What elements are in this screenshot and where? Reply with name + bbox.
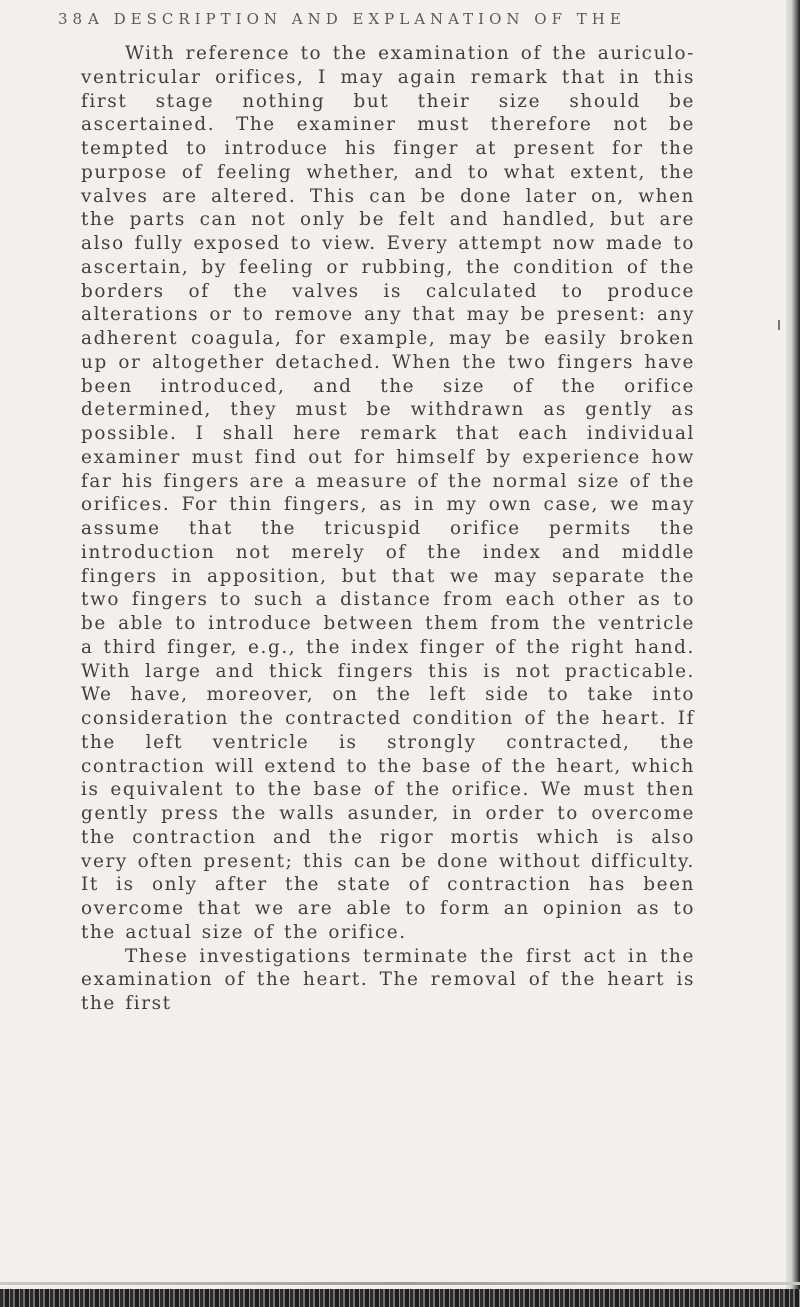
scan-bottom-line <box>0 1282 800 1285</box>
paragraph-1: With reference to the examination of the auriculo-ventricular orifices, I may again remark that in this first stage nothing but their size should be ascertained. The examiner must therefore not be tempted to introduce his finger at present for the purpose of feeling whether, and to what extent, the valves are altered. This can be done later on, when the parts can not only be felt and handled, but are also fully exposed to view. Every attempt now made to ascertain, by feeling or rubbing, the condition of the borders of the valves is calculated to produce alterations or to remove any that may be present: any adherent coagula, for example, may be easily broken up or altogether detached. When the two fingers have been introduced, and the size of the orifice determined, they must be withdrawn as gently as possible. I shall here remark that each individual examiner must find out for himself by experience how far his fingers are a measure of the normal size of the orifices. For thin fingers, as in my own case, we may assume that the tricuspid orifice permits the introduction not merely of the index and middle fingers in apposition, but that we may separate the two fingers to such a distance from each other as to be able to introduce between them from the ventricle a third finger, e.g., the index finger of the right hand. With large and thick fingers this is not practicable. We have, moreover, on the left side to take into consideration the contracted condition of the heart. If the left ventricle is strongly contracted, the contraction will extend to the base of the heart, which is equivalent to the base of the orifice. We must then gently press the walls asunder, in order to overcome the contraction and the rigor mortis which is also very often present; this can be done without difficulty. It is only after the state of contraction has been overcome that we are able to form an opinion as to the actual size of the orifice. <box>81 43 695 943</box>
running-title: A DESCRIPTION AND EXPLANATION OF THE <box>88 10 626 28</box>
paragraph-2: These investigations terminate the first act in the examination of the heart. The removal of the heart is the first <box>81 945 695 1014</box>
scan-edge-shadow <box>786 0 800 1307</box>
body-text <box>81 42 695 1016</box>
page-edge-mark <box>778 320 786 330</box>
page-number: 38 <box>58 10 88 28</box>
scan-bottom-edge <box>0 1289 800 1307</box>
running-header <box>58 10 658 32</box>
